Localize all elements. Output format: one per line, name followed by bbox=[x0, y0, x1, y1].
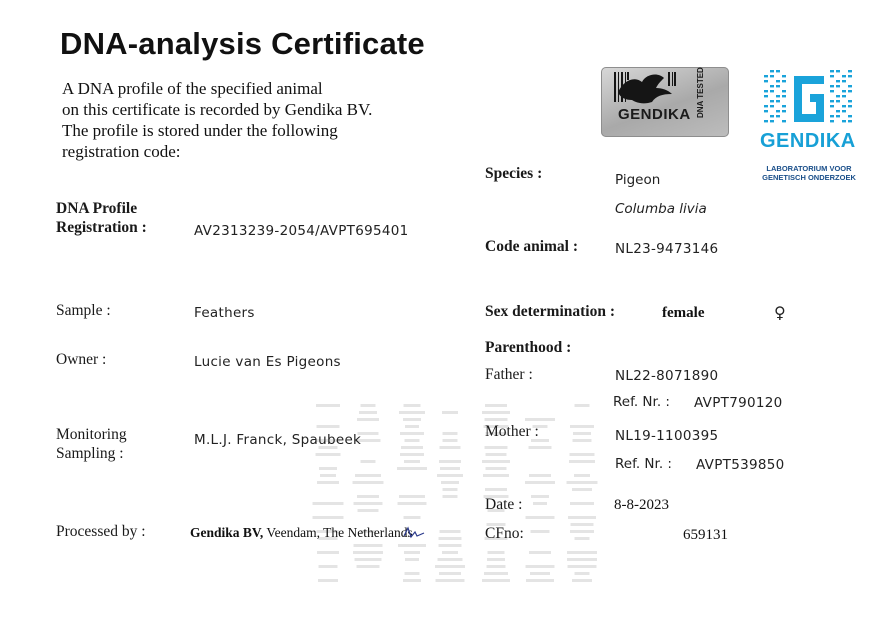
watermark-band bbox=[529, 446, 552, 449]
lab-subtitle-line: GENETISCH ONDERZOEK bbox=[762, 173, 856, 182]
watermark-band bbox=[442, 411, 458, 414]
logo-dot bbox=[764, 75, 768, 77]
watermark-band bbox=[439, 544, 462, 547]
watermark-band bbox=[313, 516, 344, 519]
sex-value: female bbox=[662, 305, 705, 321]
logo-dot bbox=[770, 90, 774, 92]
watermark-band bbox=[570, 453, 595, 456]
father-ref-value: AVPT790120 bbox=[694, 395, 783, 411]
intro-line: The profile is stored under the following bbox=[62, 121, 338, 140]
watermark-band bbox=[485, 404, 507, 407]
logo-dot bbox=[848, 105, 852, 107]
watermark-band bbox=[317, 551, 339, 554]
watermark-band bbox=[440, 467, 460, 470]
watermark-band bbox=[399, 495, 425, 498]
logo-dot bbox=[782, 105, 786, 107]
watermark-band bbox=[437, 474, 463, 477]
owner-value: Lucie van Es Pigeons bbox=[194, 354, 341, 370]
watermark-band bbox=[353, 481, 384, 484]
watermark-band bbox=[567, 551, 597, 554]
registration-label: Registration : bbox=[56, 219, 147, 236]
watermark-band bbox=[404, 460, 420, 463]
logo-dot bbox=[830, 90, 834, 92]
watermark-band bbox=[526, 579, 554, 582]
watermark-band bbox=[361, 404, 376, 407]
watermark-band bbox=[317, 425, 340, 428]
watermark-band bbox=[485, 488, 507, 491]
logo-dot bbox=[848, 115, 852, 117]
species-label: Species : bbox=[485, 165, 543, 182]
logo-dot bbox=[776, 70, 780, 72]
mother-ref-label: Ref. Nr. : bbox=[615, 456, 672, 472]
watermark-band bbox=[488, 551, 505, 554]
code-animal-value: NL23-9473146 bbox=[615, 241, 719, 257]
father-label: Father : bbox=[485, 366, 533, 383]
watermark-band bbox=[575, 404, 590, 407]
registration-value: AV2313239-2054/AVPT695401 bbox=[194, 223, 409, 239]
watermark-band bbox=[354, 502, 383, 505]
watermark-band bbox=[400, 432, 424, 435]
logo-dot bbox=[764, 110, 768, 112]
logo-dot bbox=[782, 80, 786, 82]
watermark-band bbox=[357, 565, 380, 568]
intro-line: registration code: bbox=[62, 142, 181, 161]
dna-profile-label: DNA Profile bbox=[56, 200, 138, 217]
logo-dot bbox=[848, 100, 852, 102]
watermark-band bbox=[317, 481, 339, 484]
watermark-band bbox=[320, 474, 336, 477]
watermark-band bbox=[439, 537, 462, 540]
logo-dot bbox=[764, 80, 768, 82]
watermark-band bbox=[439, 572, 461, 575]
female-symbol-icon: ♀ bbox=[774, 303, 786, 322]
owner-label: Owner : bbox=[56, 351, 107, 368]
watermark-band bbox=[443, 495, 458, 498]
watermark-band bbox=[525, 481, 555, 484]
watermark-band bbox=[359, 411, 377, 414]
lab-subtitle-line: LABORATORIUM VOOR bbox=[766, 164, 852, 173]
logo-dot bbox=[836, 85, 840, 87]
watermark-band bbox=[403, 418, 421, 421]
watermark-band bbox=[571, 523, 594, 526]
dna-band-watermark bbox=[300, 398, 630, 588]
watermark-band bbox=[486, 467, 507, 470]
species-common: Pigeon bbox=[615, 172, 661, 188]
watermark-band bbox=[399, 411, 425, 414]
watermark-band bbox=[436, 579, 465, 582]
logo-dot bbox=[770, 70, 774, 72]
processed-value bbox=[190, 525, 413, 541]
watermark-band bbox=[355, 558, 382, 561]
logo-dot bbox=[848, 70, 852, 72]
species-latin: Columba livia bbox=[615, 201, 707, 217]
mother-label: Mother : bbox=[485, 423, 539, 440]
logo-dot bbox=[836, 95, 840, 97]
logo-dot bbox=[782, 75, 786, 77]
watermark-band bbox=[482, 579, 510, 582]
watermark-band bbox=[443, 432, 458, 435]
logo-dot bbox=[830, 75, 834, 77]
watermark-band bbox=[405, 558, 419, 561]
watermark-band bbox=[486, 453, 507, 456]
logo-dot bbox=[764, 95, 768, 97]
watermark-band bbox=[573, 432, 591, 435]
logo-dot bbox=[782, 90, 786, 92]
watermark-band bbox=[485, 446, 508, 449]
logo-dot bbox=[848, 85, 852, 87]
logo-dot bbox=[830, 115, 834, 117]
watermark-band bbox=[398, 544, 426, 547]
watermark-band bbox=[405, 572, 420, 575]
logo-dot bbox=[836, 100, 840, 102]
logo-dot bbox=[830, 100, 834, 102]
watermark-band bbox=[570, 502, 594, 505]
watermark-band bbox=[487, 558, 505, 561]
watermark-band bbox=[575, 572, 590, 575]
watermark-band bbox=[404, 516, 421, 519]
father-value: NL22-8071890 bbox=[615, 368, 719, 384]
watermark-band bbox=[526, 565, 555, 568]
watermark-band bbox=[358, 509, 379, 512]
watermark-band bbox=[567, 558, 597, 561]
logo-dot bbox=[770, 85, 774, 87]
logo-dot bbox=[848, 120, 852, 122]
logo-dot bbox=[776, 100, 780, 102]
watermark-band bbox=[525, 418, 555, 421]
watermark-band bbox=[405, 425, 419, 428]
logo-dot bbox=[830, 70, 834, 72]
logo-dot bbox=[836, 115, 840, 117]
watermark-band bbox=[526, 516, 555, 519]
watermark-band bbox=[567, 481, 598, 484]
processed-label: Processed by : bbox=[56, 523, 146, 540]
logo-dot bbox=[836, 110, 840, 112]
sampling-label: Sampling : bbox=[56, 445, 124, 462]
processed-place: Veendam, The Netherlands bbox=[263, 525, 413, 540]
gendika-logo-icon bbox=[760, 68, 856, 130]
watermark-band bbox=[487, 565, 506, 568]
logo-dot bbox=[830, 105, 834, 107]
watermark-band bbox=[530, 572, 550, 575]
lab-subtitle bbox=[759, 164, 859, 182]
watermark-band bbox=[401, 446, 423, 449]
date-label: Date : bbox=[485, 496, 523, 513]
watermark-band bbox=[572, 579, 592, 582]
watermark-band bbox=[443, 439, 458, 442]
watermark-band bbox=[570, 530, 594, 533]
logo-dot bbox=[836, 70, 840, 72]
badge-text: GENDIKA bbox=[618, 106, 691, 123]
logo-dot bbox=[770, 75, 774, 77]
logo-dot bbox=[782, 110, 786, 112]
logo-dot bbox=[782, 120, 786, 122]
watermark-band bbox=[318, 579, 338, 582]
intro-paragraph bbox=[62, 78, 372, 162]
pigeon-silhouette-icon bbox=[612, 70, 678, 110]
watermark-band bbox=[568, 565, 597, 568]
logo-dot bbox=[776, 80, 780, 82]
code-animal-label: Code animal : bbox=[485, 238, 578, 255]
logo-dot bbox=[830, 120, 834, 122]
watermark-band bbox=[572, 488, 592, 491]
watermark-band bbox=[400, 453, 424, 456]
logo-dot bbox=[776, 115, 780, 117]
watermark-band bbox=[440, 530, 461, 533]
logo-dot bbox=[842, 120, 846, 122]
sample-label: Sample : bbox=[56, 302, 111, 319]
logo-dot bbox=[782, 95, 786, 97]
watermark-band bbox=[531, 530, 550, 533]
watermark-band bbox=[484, 572, 508, 575]
watermark-band bbox=[570, 425, 594, 428]
watermark-band bbox=[403, 579, 421, 582]
watermark-band bbox=[398, 502, 427, 505]
watermark-band bbox=[357, 418, 379, 421]
watermark-band bbox=[485, 418, 508, 421]
watermark-band bbox=[354, 544, 383, 547]
watermark-band bbox=[482, 411, 510, 414]
cfno-label: CFno: bbox=[485, 525, 524, 542]
watermark-band bbox=[355, 474, 381, 477]
watermark-band bbox=[313, 502, 344, 505]
watermark-band bbox=[404, 551, 420, 554]
watermark-band bbox=[441, 481, 459, 484]
watermark-band bbox=[353, 551, 383, 554]
logo-dot bbox=[776, 85, 780, 87]
watermark-band bbox=[440, 446, 461, 449]
logo-dot bbox=[830, 85, 834, 87]
logo-dot bbox=[842, 95, 846, 97]
logo-dot bbox=[770, 115, 774, 117]
intro-line: on this certificate is recorded by Gendika BV. bbox=[62, 100, 373, 119]
logo-dot bbox=[776, 110, 780, 112]
watermark-band bbox=[575, 537, 590, 540]
watermark-band bbox=[438, 558, 463, 561]
monitoring-label: Monitoring bbox=[56, 426, 127, 443]
logo-dot bbox=[776, 95, 780, 97]
watermark-band bbox=[319, 467, 337, 470]
watermark-band bbox=[533, 502, 547, 505]
watermark-band bbox=[357, 495, 379, 498]
watermark-band bbox=[442, 551, 458, 554]
watermark-band bbox=[319, 565, 338, 568]
watermark-band bbox=[316, 453, 341, 456]
father-ref-label: Ref. Nr. : bbox=[613, 394, 670, 410]
logo-dot bbox=[770, 100, 774, 102]
logo-dot bbox=[764, 90, 768, 92]
watermark-band bbox=[316, 404, 340, 407]
watermark-band bbox=[482, 460, 510, 463]
logo-dot bbox=[842, 90, 846, 92]
watermark-band bbox=[397, 467, 427, 470]
parenthood-label: Parenthood : bbox=[485, 339, 572, 356]
certificate-title: DNA-analysis Certificate bbox=[60, 26, 425, 61]
date-value: 8-8-2023 bbox=[614, 497, 669, 513]
intro-line: A DNA profile of the specified animal bbox=[62, 79, 323, 98]
badge-side-text: DNA TESTED bbox=[696, 67, 705, 118]
logo-dot bbox=[848, 90, 852, 92]
watermark-band bbox=[529, 474, 551, 477]
mother-value: NL19-1100395 bbox=[615, 428, 719, 444]
watermark-band bbox=[443, 488, 458, 491]
logo-dot bbox=[842, 80, 846, 82]
logo-dot bbox=[842, 105, 846, 107]
watermark-band bbox=[439, 460, 461, 463]
sample-value: Feathers bbox=[194, 305, 255, 321]
watermark-band bbox=[573, 439, 592, 442]
logo-dot bbox=[842, 75, 846, 77]
logo-dot bbox=[764, 120, 768, 122]
watermark-band bbox=[574, 474, 590, 477]
watermark-band bbox=[568, 516, 596, 519]
cfno-value: 659131 bbox=[683, 527, 728, 543]
watermark-band bbox=[569, 460, 595, 463]
logo-dot bbox=[770, 120, 774, 122]
logo-dot bbox=[836, 80, 840, 82]
sex-determination-label: Sex determination : bbox=[485, 303, 616, 320]
processed-company: Gendika BV, bbox=[190, 525, 264, 540]
gendika-brand: GENDIKA bbox=[760, 130, 856, 152]
monitoring-value: M.L.J. Franck, Spaubeek bbox=[194, 432, 362, 448]
logo-dot bbox=[848, 75, 852, 77]
watermark-band bbox=[531, 495, 549, 498]
watermark-band bbox=[405, 439, 420, 442]
mother-ref-value: AVPT539850 bbox=[696, 457, 785, 473]
watermark-band bbox=[361, 460, 376, 463]
watermark-band bbox=[404, 404, 421, 407]
watermark-band bbox=[529, 551, 551, 554]
signature-icon bbox=[402, 524, 426, 540]
logo-dot bbox=[764, 105, 768, 107]
watermark-band bbox=[435, 565, 465, 568]
logo-dot bbox=[770, 105, 774, 107]
watermark-band bbox=[483, 474, 509, 477]
logo-dot bbox=[842, 110, 846, 112]
